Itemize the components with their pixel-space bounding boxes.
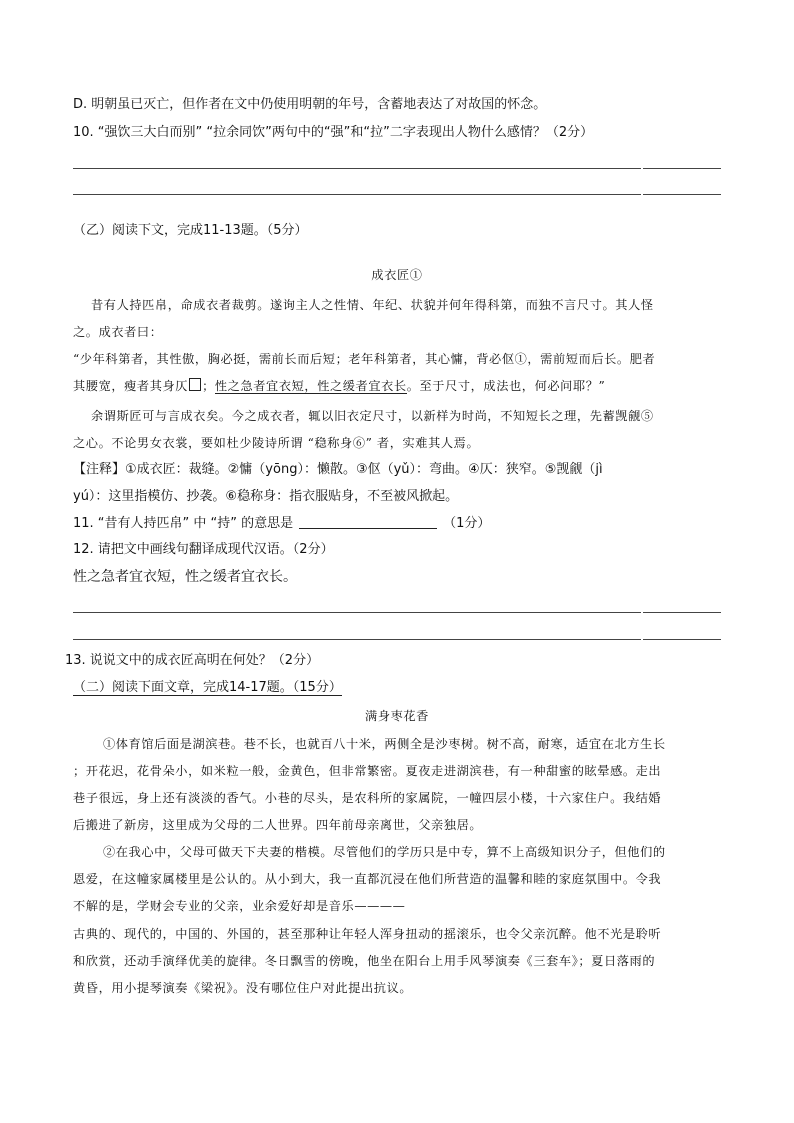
passage-line: 和欣赏，还动手演绎优美的旋律。冬日飘雪的傍晚，他坐在阳台上用手风琴演奏《三套车》；夏日落雨的 (73, 954, 656, 968)
question-text: 11. “昔有人持匹帛” 中 “持” 的意思是 (73, 516, 294, 531)
passage-line: 古典的、现代的，中国的、外国的，甚至那种让年轻人浑身扭动的摇滚乐，也令父亲沉醉。他不光是聆听 (73, 927, 662, 941)
passage-line (73, 377, 605, 395)
passage-line: 黄昏，用小提琴演奏《梁祝》。没有哪位住户对此提出抗议。 (73, 981, 413, 995)
passage-title: 满身枣花香 (365, 709, 429, 723)
passage-line: 后搬进了新房，这里成为父母的二人世界。四年前母亲离世，父亲独居。 (73, 818, 483, 832)
section-er-text: （二）阅读下面文章，完成14-17题。（15分） (73, 680, 342, 695)
answer-blank[interactable] (299, 514, 437, 529)
answer-line (73, 639, 721, 640)
question-11 (73, 514, 490, 533)
annotation: 【注释】①成衣匠：裁缝。②慵（yōng）：懒散。③伛（yǔ）：弯曲。④仄：狭窄。⑤觊觎（jì (73, 462, 603, 477)
passage-line: ；开花迟，花骨朵小，如米粒一般，金黄色，但非常繁密。夏夜走进湖滨巷，有一种甜蜜的眩晕感。走出 (73, 764, 662, 778)
passage-line: 恩爱，在这幢家属楼里是公认的。从小到大，我一直都沉浸在他们所营造的温馨和睦的家庭氛围中。令我 (73, 872, 662, 886)
underlined-sentence: 性之急者宜衣短，性之缓者宜衣长 (214, 379, 407, 393)
section-yi-heading: （乙）阅读下文，完成11-13题。（5分） (73, 223, 308, 238)
section-er-heading (73, 679, 342, 697)
question-13: 13. 说说文中的成衣匠高明在何处？（2分） (65, 653, 320, 668)
answer-line (73, 194, 721, 195)
question-12: 12. 请把文中画线句翻译成现代汉语。（2分） (73, 542, 334, 557)
answer-line (73, 612, 721, 613)
passage-line: 之心。不论男女衣裳，要如杜少陵诗所谓 “稳称身⑥” 者，实难其人焉。 (73, 436, 480, 450)
passage-title: 成衣匠① (371, 268, 423, 282)
q9-option-d: D. 明朝虽已灭亡，但作者在文中仍使用明朝的年号，含蓄地表达了对故国的怀念。 (73, 97, 547, 112)
passage-line: 余谓斯匠可与言成衣矣。今之成衣者，辄以旧衣定尺寸，以新样为时尚，不知短长之理，先蓄觊觎⑤ (91, 409, 654, 423)
annotation: yú）：这里指模仿、抄袭。⑥稳称身：指衣服贴身，不至被风掀起。 (73, 489, 459, 504)
passage-line: 昔有人持匹帛，命成衣者裁剪。遂询主人之性情、年纪、状貌并何年得科第，而独不言尺寸。其人怪 (91, 298, 654, 312)
answer-line (73, 168, 721, 169)
passage-text: ； (202, 379, 215, 393)
question-10: 10. “强饮三大白而别” “拉余同饮”两句中的“强”和“拉”二字表现出人物什么感情？（2分） (73, 125, 594, 140)
score-text: （1分） (443, 516, 491, 531)
missing-char-box (189, 378, 201, 391)
passage-text: 。至于尺寸，成法也，何必问耶？” (406, 379, 606, 393)
passage-line: 巷子很远，身上还有淡淡的香气。小巷的尽头，是农科所的家属院，一幢四层小楼，十六家住户。我结婚 (73, 791, 662, 805)
passage-line: 不解的是，学财会专业的父亲，业余爱好却是音乐———— (73, 899, 406, 913)
passage-line: 之。成衣者曰： (73, 325, 163, 339)
passage-line: ②在我心中，父母可做天下夫妻的楷模。尽管他们的学历只是中专，算不上高级知识分子，但他们的 (103, 845, 666, 859)
passage-text: 其腰宽，瘦者其身仄 (73, 379, 189, 393)
quoted-sentence: 性之急者宜衣短，性之缓者宜衣长。 (73, 569, 297, 585)
passage-line: ①体育馆后面是湖滨巷。巷不长，也就百八十米，两侧全是沙枣树。树不高，耐寒，适宜在北方生长 (103, 737, 666, 751)
passage-line: “少年科第者，其性傲，胸必挺，需前长而后短；老年科第者，其心慵，背必伛①，需前短而后长。肥者 (73, 352, 656, 366)
